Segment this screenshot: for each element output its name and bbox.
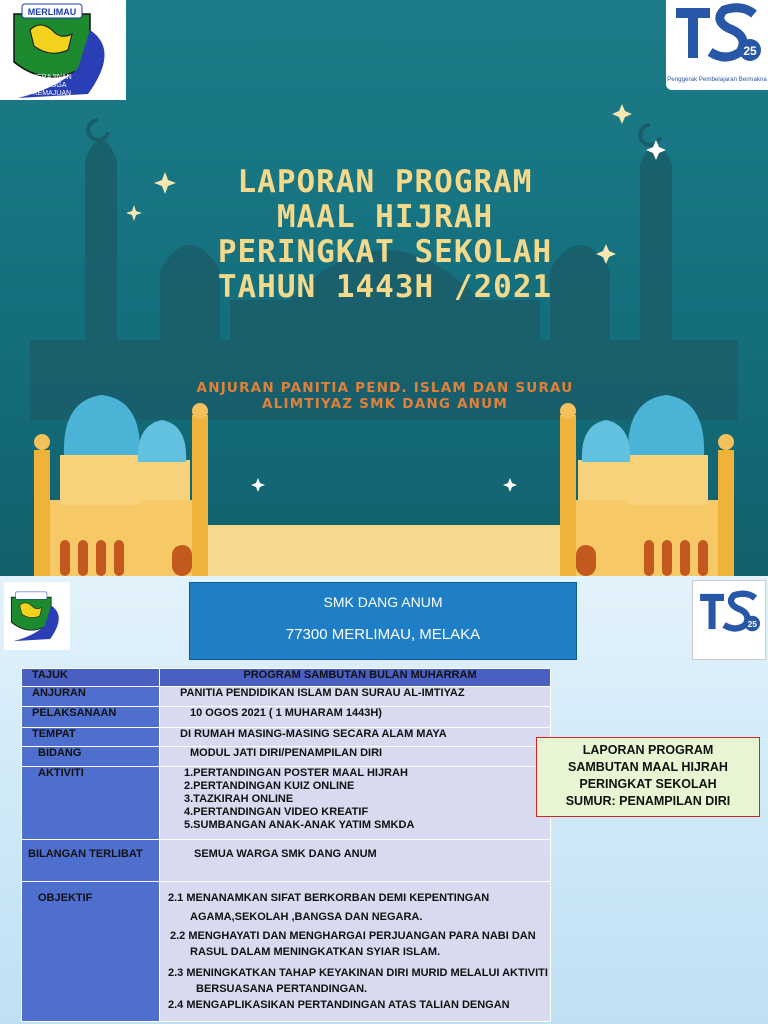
program-logo-caption: Penggerak Pembelajaran Bermakna bbox=[667, 76, 767, 83]
row-key: ANJURAN bbox=[22, 687, 160, 707]
school-header-box bbox=[189, 582, 577, 660]
row-key: OBJEKTIF bbox=[22, 882, 160, 1022]
school-address: 77300 MERLIMAU, MELAKA bbox=[285, 626, 481, 643]
callout-line: SUMUR: PENAMPILAN DIRI bbox=[565, 794, 731, 808]
activity-item: 5.SUMBANGAN ANAK-ANAK YATIM SMKDA bbox=[184, 819, 415, 831]
poster-title-line: LAPORAN PROGRAM bbox=[237, 164, 533, 200]
school-logo-banner: MERLIMAU bbox=[27, 7, 77, 17]
poster-subtitle-line: ALIMTIYAZ SMK DANG ANUM bbox=[262, 396, 508, 412]
poster-subtitle bbox=[150, 380, 620, 412]
row-key: TAJUK bbox=[22, 669, 160, 687]
school-logo bbox=[0, 0, 126, 100]
report-callout bbox=[536, 737, 760, 817]
row-value: SEMUA WARGA SMK DANG ANUM bbox=[160, 840, 551, 882]
objective-line: RASUL DALAM MENINGKATKAN SYIAR ISLAM. bbox=[190, 946, 441, 958]
objective-line: 2.1 MENANAMKAN SIFAT BERKORBAN DEMI KEPENTINGAN bbox=[168, 892, 490, 904]
program-logo-number: 25 bbox=[743, 44, 757, 58]
row-key: PELAKSANAAN bbox=[22, 707, 160, 728]
ts25-logo-icon bbox=[666, 0, 768, 90]
school-logo-motto: KERAJINAN bbox=[32, 74, 72, 81]
table-row bbox=[22, 707, 551, 728]
objective-line: 2.3 MENINGKATKAN TAHAP KEYAKINAN DIRI MURID MELALUI AKTIVITI bbox=[168, 967, 548, 979]
school-logo-motto: KEMAJUAN bbox=[32, 90, 72, 97]
row-value: 10 OGOS 2021 ( 1 MUHARAM 1443H) bbox=[160, 707, 551, 728]
poster-title-line: TAHUN 1443H /2021 bbox=[217, 269, 553, 305]
row-key: BIDANG bbox=[22, 747, 160, 767]
objective-line: 2.4 MENGAPLIKASIKAN PERTANDINGAN ATAS TALIAN DENGAN bbox=[168, 999, 510, 1011]
school-crest-icon bbox=[4, 582, 70, 650]
row-value bbox=[160, 767, 551, 840]
poster-subtitle-line: ANJURAN PANITIA PEND. ISLAM DAN SURAU bbox=[196, 380, 574, 396]
objective-line: 2.2 MENGHAYATI DAN MENGHARGAI PERJUANGAN PARA NABI DAN bbox=[170, 930, 536, 942]
row-value: MODUL JATI DIRI/PENAMPILAN DIRI bbox=[160, 747, 551, 767]
table-row bbox=[22, 882, 551, 1022]
activity-item: 4.PERTANDINGAN VIDEO KREATIF bbox=[184, 806, 369, 818]
activity-item: 1.PERTANDINGAN POSTER MAAL HIJRAH bbox=[184, 767, 408, 779]
table-row bbox=[22, 669, 551, 687]
row-value: DI RUMAH MASING-MASING SECARA ALAM MAYA bbox=[160, 728, 551, 747]
courtyard-wall bbox=[208, 525, 560, 576]
objective-line: AGAMA,SEKOLAH ,BANGSA DAN NEGARA. bbox=[190, 911, 423, 923]
table-row bbox=[22, 687, 551, 707]
row-key: BILANGAN TERLIBAT bbox=[22, 840, 160, 882]
right-golden-mosque bbox=[560, 395, 734, 576]
callout-line: LAPORAN PROGRAM bbox=[582, 743, 714, 757]
table-row bbox=[22, 747, 551, 767]
ts25-logo-icon bbox=[693, 581, 765, 659]
callout-line: PERINGKAT SEKOLAH bbox=[579, 777, 717, 791]
program-logo bbox=[666, 0, 768, 90]
objective-line: BERSUASANA PERTANDINGAN. bbox=[196, 983, 368, 995]
table-row bbox=[22, 767, 551, 840]
row-value bbox=[160, 882, 551, 1022]
school-crest-icon bbox=[0, 0, 126, 100]
row-value: PANITIA PENDIDIKAN ISLAM DAN SURAU AL-IMTIYAZ bbox=[160, 687, 551, 707]
poster-title-line: MAAL HIJRAH bbox=[276, 199, 494, 235]
crescent-marks bbox=[88, 120, 660, 145]
report-slide bbox=[0, 576, 768, 1024]
poster-title bbox=[140, 165, 630, 305]
left-golden-mosque bbox=[34, 395, 208, 576]
table-row bbox=[22, 728, 551, 747]
row-key: TEMPAT bbox=[22, 728, 160, 747]
program-logo-number: 25 bbox=[747, 619, 758, 630]
table-row bbox=[22, 840, 551, 882]
school-logo-motto: TANGGA bbox=[37, 82, 67, 89]
callout-line: SAMBUTAN MAAL HIJRAH bbox=[568, 760, 728, 774]
activity-item: 3.TAZKIRAH ONLINE bbox=[184, 793, 294, 805]
slide-program-logo bbox=[692, 580, 766, 660]
poster-title-line: PERINGKAT SEKOLAH bbox=[217, 234, 553, 270]
row-value: PROGRAM SAMBUTAN BULAN MUHARRAM bbox=[160, 669, 551, 687]
school-name: SMK DANG ANUM bbox=[323, 594, 443, 610]
activity-item: 2.PERTANDINGAN KUIZ ONLINE bbox=[184, 780, 355, 792]
row-key: AKTIVITI bbox=[22, 767, 160, 840]
program-info-table bbox=[21, 668, 551, 1022]
slide-school-logo bbox=[4, 582, 70, 650]
